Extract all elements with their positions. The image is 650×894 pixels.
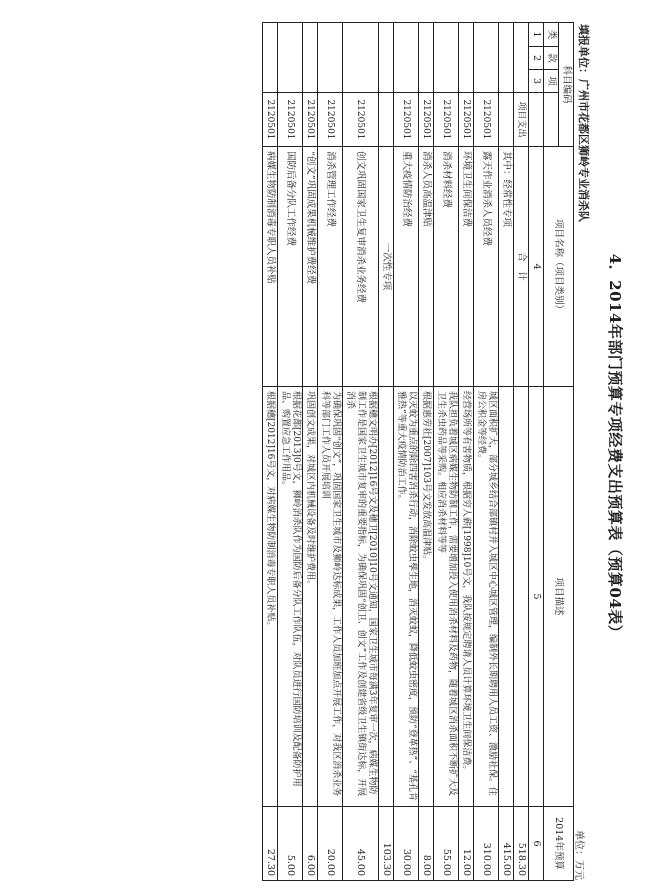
code-cell	[499, 93, 514, 147]
project-desc-cell: 城区面积扩大，部分城乡结合部镇村并入城区中心城区管理，编制外长期聘用人员工资、激励社保。住房公积金等经费。	[474, 387, 499, 807]
header-code-blank	[544, 93, 559, 147]
amount-cell: 5.00	[278, 807, 303, 881]
project-name-cell: 创文巩固国家卫生复审消杀业务经费	[343, 147, 379, 387]
amount-cell: 20.00	[318, 807, 343, 881]
amount-cell: 103.30	[379, 807, 394, 881]
project-name-cell: 消杀管理工作经费	[318, 147, 343, 387]
project-name-cell: 其中：经常性专项	[499, 147, 514, 387]
index-cell: 2	[529, 47, 544, 70]
index-cell: 1	[529, 23, 544, 47]
project-name-cell: 环境卫生间保洁费	[459, 147, 474, 387]
reporting-unit: 填报单位：广州市花都区狮岭专业消杀队	[577, 24, 590, 222]
index-cell: 4	[529, 147, 544, 387]
amount-cell: 310.00	[474, 807, 499, 881]
amount-cell: 415.00	[499, 807, 514, 881]
class-cell	[343, 23, 379, 93]
class-cell	[379, 23, 394, 93]
table-row	[278, 23, 303, 881]
unit-label: 单位：万元	[573, 830, 584, 880]
table-row	[343, 23, 379, 881]
class-cell	[474, 23, 499, 93]
project-name-cell: 病媒生物防制消毒专职人员补贴	[263, 147, 278, 387]
project-desc-cell: 根据穗[2012]16号文，对病媒生物防制消毒专职人员补贴。	[263, 387, 278, 807]
project-desc-cell: 巩固创文成果，对城区内机械设备及时维护费用。	[303, 387, 318, 807]
table-row	[459, 23, 474, 881]
header-code-group: 科目编码	[559, 23, 574, 147]
amount-cell: 30.00	[394, 807, 419, 881]
index-cell	[529, 93, 544, 147]
class-cell	[419, 23, 434, 93]
project-desc-cell: 根据花都[2013]0号文，狮岭消杀队作为国防后备分队工作队伍，对队员进行国防培训及配备防护用品、购置应急工作用品。	[278, 387, 303, 807]
project-desc-cell: 我队担负着城区病媒生物防制工作，需要增加投入使用消杀材料及药物，随着城区消杀面积不断扩大及卫生杀虫药品等采购。相应消杀材料等等	[434, 387, 459, 807]
class-cell	[434, 23, 459, 93]
amount-cell: 6.00	[303, 807, 318, 881]
class-cell	[514, 23, 529, 93]
class-cell	[459, 23, 474, 93]
project-desc-cell	[499, 387, 514, 807]
header-class: 类	[544, 23, 559, 47]
amount-cell: 27.30	[263, 807, 278, 881]
code-cell: 2120501	[394, 93, 419, 147]
project-name-cell: 露天作业消杀人员经费	[474, 147, 499, 387]
header-subitem: 项	[544, 70, 559, 93]
class-cell	[394, 23, 419, 93]
code-cell: 2120501	[263, 93, 278, 147]
index-cell: 6	[529, 807, 544, 881]
header-row	[559, 23, 574, 881]
header-project-name: 项目名称（项目类别）	[544, 147, 574, 387]
project-name-cell: 消杀人员高温津贴	[419, 147, 434, 387]
amount-cell: 12.00	[459, 807, 474, 881]
index-cell: 3	[529, 70, 544, 93]
table-row	[263, 23, 278, 881]
project-desc-cell	[514, 387, 529, 807]
code-cell: 2120501	[303, 93, 318, 147]
class-cell	[499, 23, 514, 93]
amount-cell: 8.00	[419, 807, 434, 881]
table-row	[474, 23, 499, 881]
header-budget: 2014年预算	[544, 807, 574, 881]
header-project-desc: 项目描述	[544, 387, 574, 807]
code-cell: 2120501	[318, 93, 343, 147]
code-cell: 2120501	[434, 93, 459, 147]
class-cell	[278, 23, 303, 93]
table-row	[303, 23, 318, 881]
code-cell: 2120501	[474, 93, 499, 147]
index-row	[529, 23, 544, 881]
project-name-cell: “创文”巩固成果机械维护费经费	[303, 147, 318, 387]
project-desc-cell: 根据穗文明办[2012]16号文及穗卫[2010]10号文通知，国家卫生城市每满3年复审一次，病媒生物防制工作是国家卫生城市复审的重要指标，为确保巩固“创卫、创文”工作及创建省级卫生镇街达标，开展消杀	[343, 387, 379, 807]
budget-table	[262, 22, 574, 881]
table-row	[419, 23, 434, 881]
table-row	[499, 23, 514, 881]
table-row	[394, 23, 419, 881]
table-row	[379, 23, 394, 881]
project-desc-cell: 经营场所等有害物质，根据穷人薪[1998]10号文，我队按规定聘请人员计算环境卫生间保洁费。	[459, 387, 474, 807]
header-item: 款	[544, 47, 559, 70]
project-desc-cell: 以灭蚊为重点的除四害消杀行动，消除蚊虫孳生地，消灭蚊蚁，降低蚊虫密度，预防“登革热”、“基孔肯雅热”等重大疫情防治工作。	[394, 387, 419, 807]
page-title: 4．2014年部门预算专项经费支出预算表（预算04表）	[606, 253, 624, 641]
code-cell: 2120501	[419, 93, 434, 147]
project-desc-cell: 根据惠劳社[2007]103号文发放高温津贴。	[419, 387, 434, 807]
table-row	[434, 23, 459, 881]
code-cell: 2120501	[278, 93, 303, 147]
project-name-cell: 一次性专项	[379, 147, 394, 387]
project-desc-cell: 为确保巩固“创文”，巩固国家卫生城市及狮岭达标成果，工作人员加班加点开展工作，对我区消杀业务科等部门工作人员开展培训	[318, 387, 343, 807]
project-desc-cell	[379, 387, 394, 807]
code-cell: 项目支出	[514, 93, 529, 147]
code-cell: 2120501	[343, 93, 379, 147]
amount-cell: 518.30	[514, 807, 529, 881]
amount-cell: 45.00	[343, 807, 379, 881]
code-cell: 2120501	[459, 93, 474, 147]
table-row	[514, 23, 529, 881]
amount-cell: 55.00	[434, 807, 459, 881]
table-row	[318, 23, 343, 881]
class-cell	[318, 23, 343, 93]
index-cell: 5	[529, 387, 544, 807]
project-name-cell: 合 计	[514, 147, 529, 387]
code-cell	[379, 93, 394, 147]
class-cell	[303, 23, 318, 93]
project-name-cell: 国防后备分队工作经费	[278, 147, 303, 387]
class-cell	[263, 23, 278, 93]
project-name-cell: 重大疫情防治经费	[394, 147, 419, 387]
project-name-cell: 消杀材料经费	[434, 147, 459, 387]
